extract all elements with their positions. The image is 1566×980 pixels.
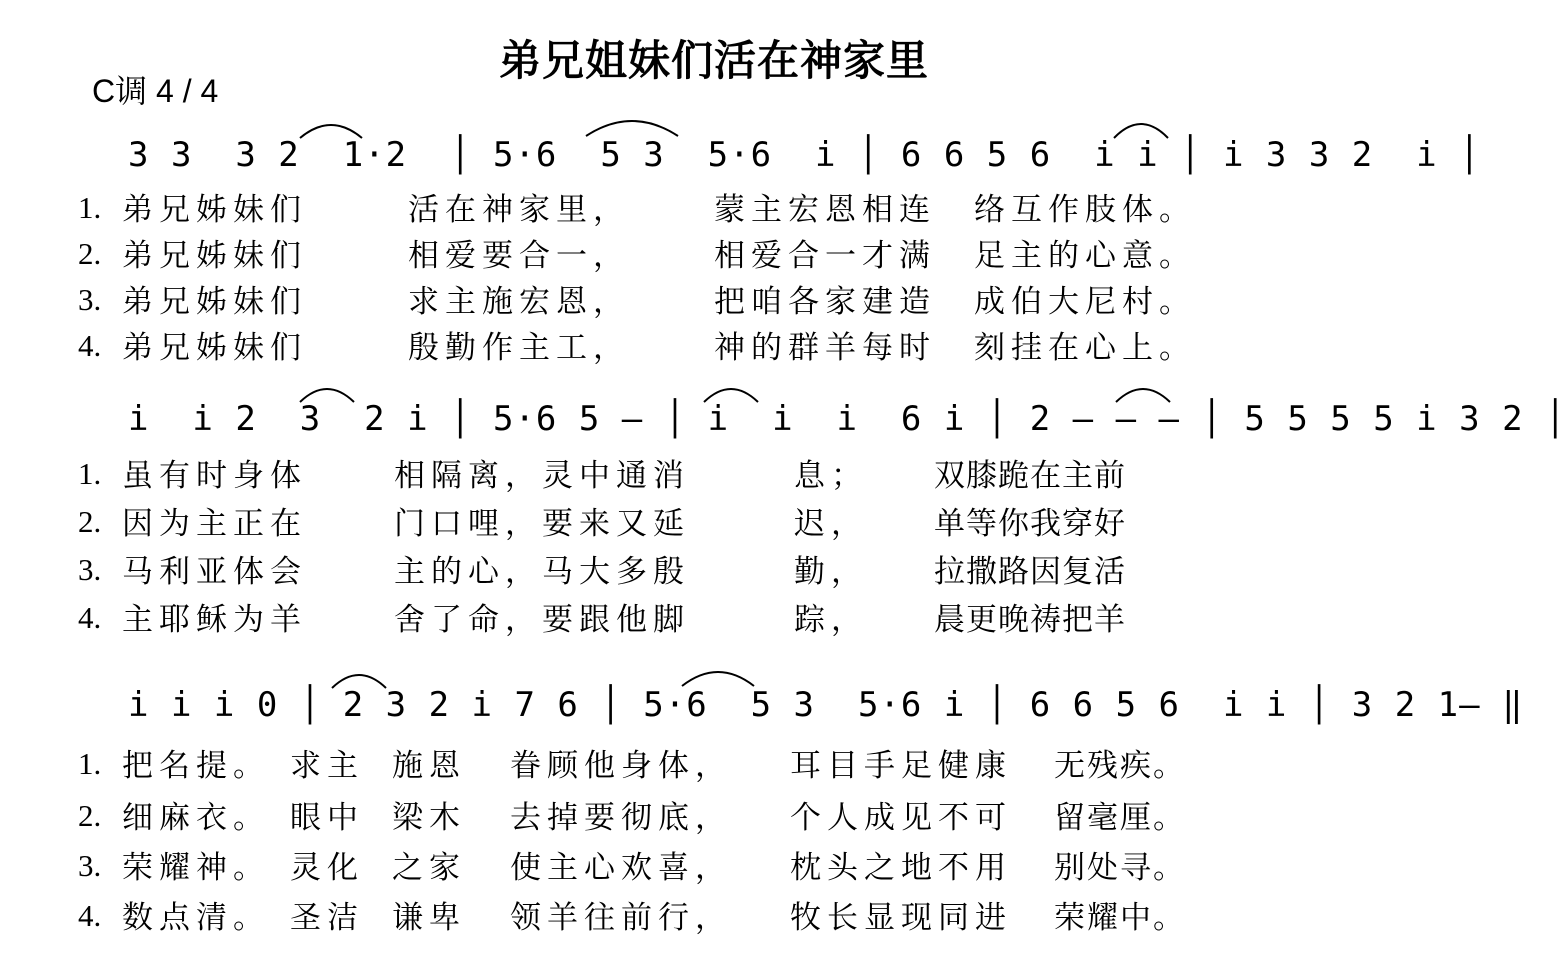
lyric-text: 刻挂在心上。	[974, 330, 1196, 366]
lyric-text: 弟兄姊妹们	[122, 192, 307, 228]
lyric-text: 迟，	[794, 506, 868, 542]
lyric-text: 数点清。	[122, 900, 270, 936]
slur-mark	[700, 382, 762, 404]
lyric-text: 马利亚体会	[122, 554, 307, 590]
verse-number: 2.	[78, 798, 102, 833]
lyric-text: 使主心欢喜，	[510, 850, 732, 886]
verse-number: 2.	[78, 504, 102, 539]
lyric-text: 荣耀神。	[122, 850, 270, 886]
lyric-text: 弟兄姊妹们	[122, 330, 307, 366]
verse-number: 4.	[78, 898, 102, 933]
lyric-text: 弟兄姊妹们	[122, 238, 307, 274]
lyric-text: 双膝跪在主前	[934, 458, 1126, 494]
key-signature: C调 4 / 4	[92, 73, 219, 109]
lyric-text: 神的群羊每时	[714, 330, 936, 366]
lyric-text: 去掉要彻底，	[510, 800, 732, 836]
slur-mark	[582, 112, 682, 138]
lyric-text: 拉撒路因复活	[934, 554, 1126, 590]
lyric-text: 蒙主宏恩相连	[714, 192, 936, 228]
lyric-text: 单等你我穿好	[934, 506, 1126, 542]
slur-mark	[678, 664, 758, 688]
lyric-text: 足主的心意。	[974, 238, 1196, 274]
verse-number: 1.	[78, 190, 102, 225]
slur-mark	[1112, 382, 1174, 404]
lyric-text: 梁木	[392, 800, 466, 836]
lyric-text: 晨更晚祷把羊	[934, 602, 1126, 638]
lyric-text: 勤，	[794, 554, 868, 590]
lyric-text: 个人成见不可	[790, 800, 1012, 836]
verse-number: 2.	[78, 236, 102, 271]
verse-number: 4.	[78, 600, 102, 635]
lyric-text: 之家	[392, 850, 466, 886]
lyric-text: 别处寻。	[1054, 850, 1186, 886]
notation-line-3: i i i 0 │ 2 3 2 i 7 6 │ 5·6 5 3 5·6 i │ 6 6 5 6 i i │ 3 2 1– ‖	[128, 685, 1524, 725]
notation-line-2: i i 2 3 2 i │ 5·6 5 – │ i i i 6 i │ 2 – – – │ 5 5 5 5 i 3 2 │	[128, 399, 1566, 439]
lyric-text: 成伯大尼村。	[974, 284, 1196, 320]
lyric-text: 络互作肢体。	[974, 192, 1196, 228]
lyric-text: 把咱各家建造	[714, 284, 936, 320]
lyric-text: 相隔离，灵中通消	[394, 458, 690, 494]
lyric-text: 主耶稣为羊	[122, 602, 307, 638]
lyric-text: 留毫厘。	[1054, 800, 1186, 836]
lyric-text: 耳目手足健康	[790, 748, 1012, 784]
slur-mark	[296, 382, 358, 404]
slur-mark	[1110, 116, 1172, 140]
verse-number: 1.	[78, 456, 102, 491]
lyric-text: 细麻衣。	[122, 800, 270, 836]
lyric-text: 相爱合一才满	[714, 238, 936, 274]
lyric-text: 把名提。	[122, 748, 270, 784]
lyric-text: 殷勤作主工，	[408, 330, 630, 366]
lyric-text: 弟兄姊妹们	[122, 284, 307, 320]
lyric-text: 领羊往前行，	[510, 900, 732, 936]
verse-number: 3.	[78, 282, 102, 317]
lyric-text: 牧长显现同进	[790, 900, 1012, 936]
lyric-text: 求主施宏恩，	[408, 284, 630, 320]
lyric-text: 踪，	[794, 602, 868, 638]
lyric-text: 施恩	[392, 748, 466, 784]
lyric-text: 活在神家里，	[408, 192, 630, 228]
lyric-text: 灵化	[290, 850, 364, 886]
lyric-text: 虽有时身体	[122, 458, 307, 494]
lyric-text: 眼中	[290, 800, 364, 836]
lyric-text: 相爱要合一，	[408, 238, 630, 274]
slur-mark	[328, 668, 390, 690]
lyric-text: 枕头之地不用	[790, 850, 1012, 886]
lyric-text: 主的心，马大多殷	[394, 554, 690, 590]
song-title: 弟兄姐妹们活在神家里	[498, 36, 929, 85]
lyric-text: 谦卑	[392, 900, 466, 936]
lyric-text: 因为主正在	[122, 506, 307, 542]
lyric-text: 荣耀中。	[1054, 900, 1186, 936]
lyric-text: 圣洁	[290, 900, 364, 936]
lyric-text: 舍了命，要跟他脚	[394, 602, 690, 638]
lyric-text: 求主	[290, 748, 364, 784]
slur-mark	[296, 118, 366, 140]
lyric-text: 息；	[794, 458, 868, 494]
lyric-text: 无残疾。	[1054, 748, 1186, 784]
verse-number: 3.	[78, 552, 102, 587]
notation-line-1: 3 3 3 2 1·2 │ 5·6 5 3 5·6 i │ 6 6 5 6 i i │ i 3 3 2 i │	[128, 135, 1481, 175]
verse-number: 4.	[78, 328, 102, 363]
verse-number: 3.	[78, 848, 102, 883]
lyric-text: 门口哩，要来又延	[394, 506, 690, 542]
verse-number: 1.	[78, 746, 102, 781]
lyric-text: 眷顾他身体，	[510, 748, 732, 784]
